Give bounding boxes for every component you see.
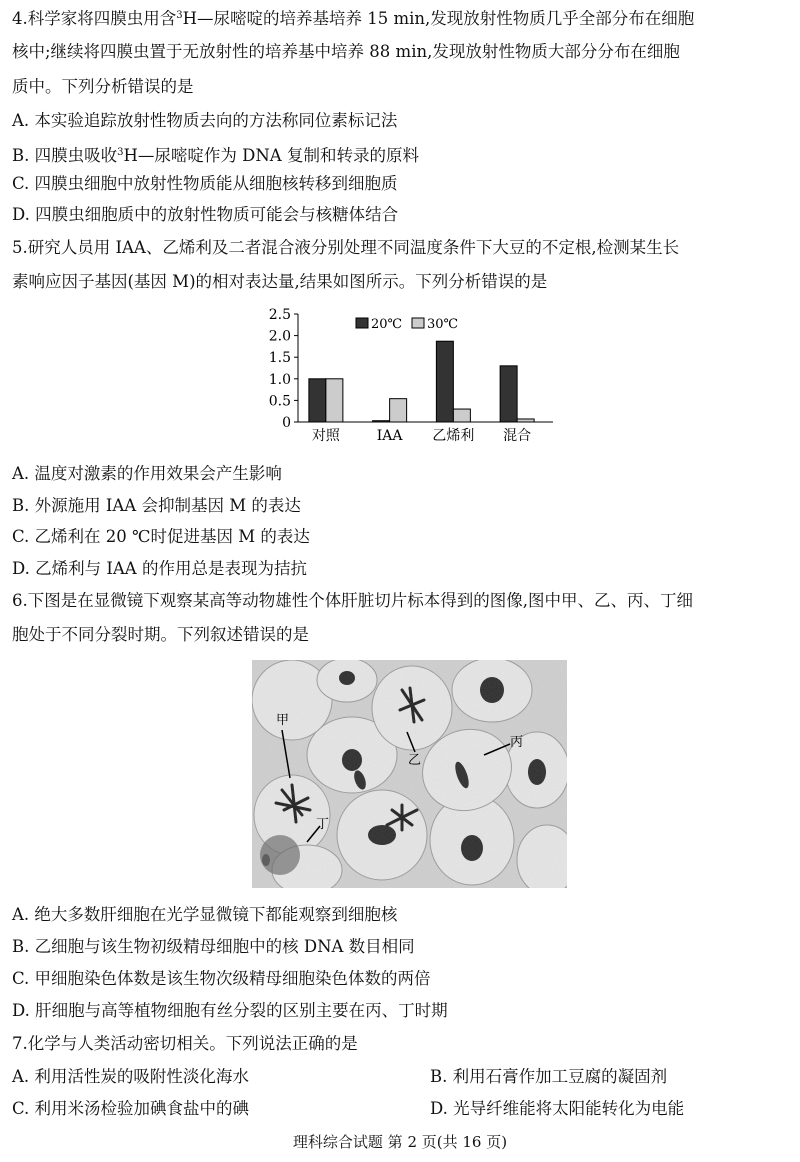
legend-label-30℃: 30℃: [427, 317, 459, 332]
page-footer: 理科综合试题 第 2 页(共 16 页): [292, 1133, 508, 1151]
label-ding: 丁: [316, 817, 330, 832]
bar-30℃-对照: [326, 379, 343, 422]
q6-option-a: A. 绝大多数肝细胞在光学显微镜下都能观察到细胞核: [12, 905, 398, 924]
q7-option-c: C. 利用米汤检验加碘食盐中的碘: [12, 1099, 250, 1118]
legend-swatch-20℃: [356, 318, 368, 328]
q6-option-c: C. 甲细胞染色体数是该生物次级精母细胞染色体数的两倍: [12, 969, 431, 988]
x-tick-label: 对照: [311, 428, 340, 444]
y-tick-label: 2.0: [268, 328, 291, 345]
q6-option-b: B. 乙细胞与该生物初级精母细胞中的核 DNA 数目相同: [12, 937, 415, 956]
y-tick-label: 2.5: [268, 307, 291, 323]
q4-stem-line2: 核中;继续将四膜虫置于无放射性的培养基中培养 88 min,发现放射性物质大部分分布在细胞: [12, 42, 680, 61]
q5-stem-line2: 素响应因子基因(基因 M)的相对表达量,结果如图所示。下列分析错误的是: [12, 272, 548, 291]
bar-20℃-IAA: [373, 421, 390, 422]
q5-option-a: A. 温度对激素的作用效果会产生影响: [12, 464, 282, 483]
q7-option-b: B. 利用石膏作加工豆腐的凝固剂: [430, 1067, 668, 1086]
gene-m-expression-chart: [258, 304, 558, 454]
q5-option-c: C. 乙烯利在 20 ℃时促进基因 M 的表达: [12, 527, 310, 546]
q5-option-d: D. 乙烯利与 IAA 的作用总是表现为拮抗: [12, 559, 307, 578]
q4-option-a: A. 本实验追踪放射性物质去向的方法称同位素标记法: [12, 111, 398, 130]
bar-30℃-乙烯利: [453, 409, 470, 422]
label-yi: 乙: [408, 753, 422, 768]
x-tick-label: 混合: [503, 428, 532, 444]
q5-stem-line1: 5.研究人员用 IAA、乙烯利及二者混合液分别处理不同温度条件下大豆的不定根,检测某生长: [12, 238, 680, 257]
bar-20℃-对照: [309, 379, 326, 422]
q4-option-c: C. 四膜虫细胞中放射性物质能从细胞核转移到细胞质: [12, 174, 398, 193]
bar-30℃-混合: [517, 419, 534, 422]
y-tick-label: 1.0: [268, 371, 291, 388]
legend-label-20℃: 20℃: [371, 317, 403, 332]
x-tick-label: 乙烯利: [432, 428, 475, 444]
y-tick-label: 0.5: [268, 393, 291, 410]
q4-stem-line3: 质中。下列分析错误的是: [12, 77, 194, 96]
q6-stem-line1: 6.下图是在显微镜下观察某高等动物雄性个体肝脏切片标本得到的图像,图中甲、乙、丙、丁细: [12, 591, 693, 610]
y-tick-label: 1.5: [268, 350, 291, 367]
bar-20℃-乙烯利: [436, 341, 453, 422]
microscope-image: [252, 660, 567, 888]
q4-stem-line1: 4.科学家将四膜虫用含$^3$H—尿嘧啶的培养基培养 15 min,发现放射性物质几乎全部分布在细胞: [12, 9, 695, 28]
legend-swatch-30℃: [412, 318, 424, 328]
q6-option-d: D. 肝细胞与高等植物细胞有丝分裂的区别主要在丙、丁时期: [12, 1001, 448, 1020]
q7-option-a: A. 利用活性炭的吸附性淡化海水: [12, 1067, 249, 1086]
y-tick-label: 0: [282, 415, 291, 431]
x-tick-label: IAA: [376, 428, 403, 444]
q7-stem: 7.化学与人类活动密切相关。下列说法正确的是: [12, 1034, 358, 1053]
label-bing: 丙: [510, 735, 524, 750]
q4-option-b: B. 四膜虫吸收$^3$H—尿嘧啶作为 DNA 复制和转录的原料: [12, 146, 419, 165]
q6-stem-line2: 胞处于不同分裂时期。下列叙述错误的是: [12, 625, 309, 644]
label-jia: 甲: [276, 713, 290, 728]
q5-option-b: B. 外源施用 IAA 会抑制基因 M 的表达: [12, 496, 301, 515]
q7-option-d: D. 光导纤维能将太阳能转化为电能: [430, 1099, 685, 1118]
bar-20℃-混合: [500, 366, 517, 422]
bar-30℃-IAA: [390, 399, 407, 422]
q4-option-d: D. 四膜虫细胞质中的放射性物质可能会与核糖体结合: [12, 205, 399, 224]
